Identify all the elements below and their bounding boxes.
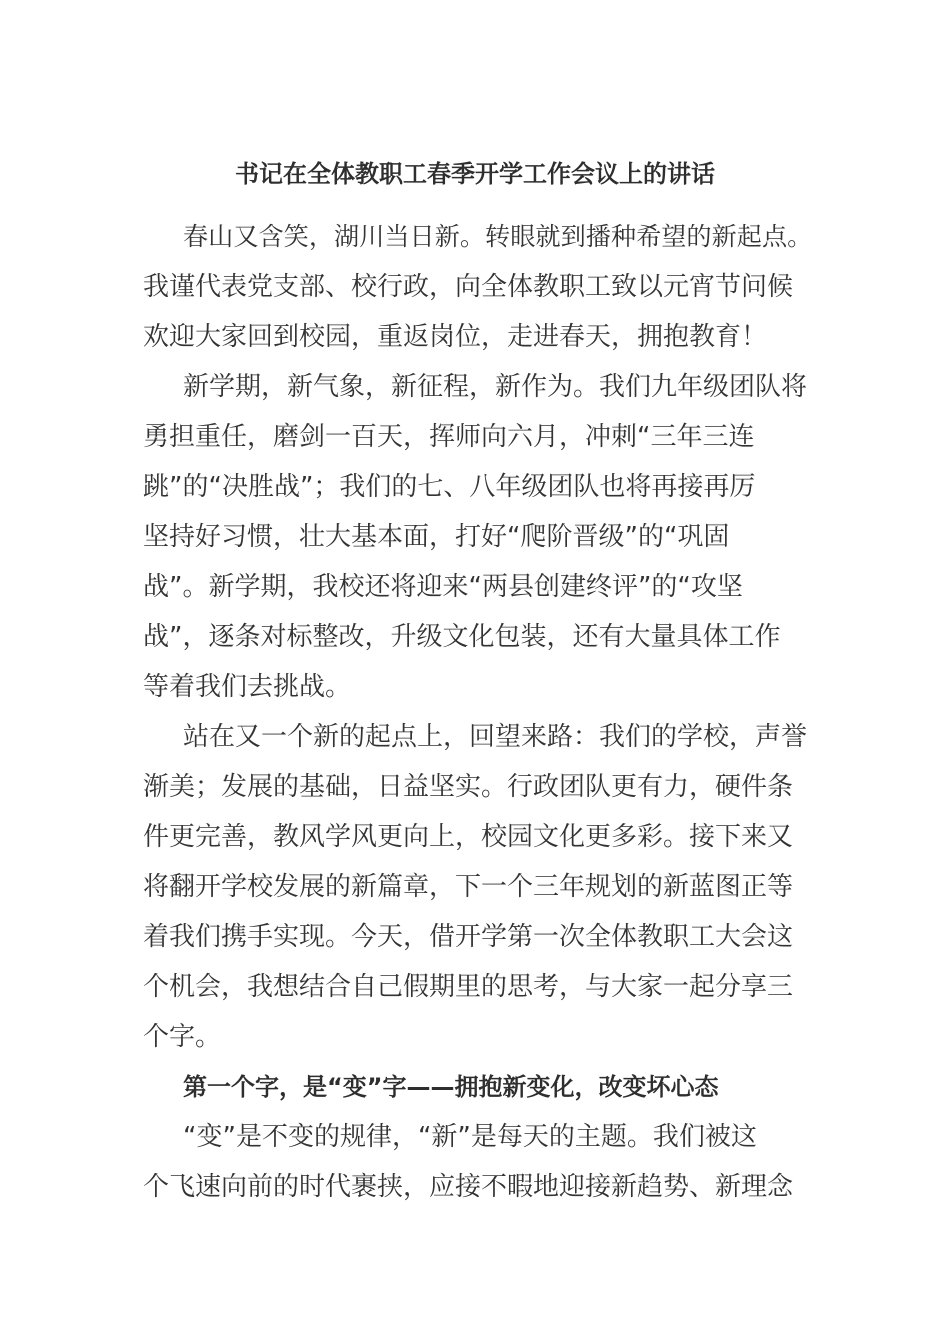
paragraph-4-line-2: 个飞速向前的时代裹挟，应接不暇地迎接新趋势、新理念 <box>143 1172 794 1202</box>
paragraph-1-line-1: 春山又含笑，湖川当日新。转眼就到播种希望的新起点。 <box>183 222 813 251</box>
paragraph-1-line-3: 欢迎大家回到校园，重返岗位，走进春天，拥抱教育！ <box>143 322 768 352</box>
paragraph-2-line-7: 等着我们去挑战。 <box>143 672 352 702</box>
paragraph-3-line-4: 将翻开学校发展的新篇章，下一个三年规划的新蓝图正等 <box>143 872 794 902</box>
paragraph-3-line-1: 站在又一个新的起点上，回望来路：我们的学校，声誉 <box>183 722 808 752</box>
paragraph-2-line-3: 跳”的“决胜战”；我们的七、八年级团队也将再接再厉 <box>143 472 756 502</box>
paragraph-3-line-2: 渐美；发展的基础，日益坚实。行政团队更有力，硬件条 <box>143 772 794 802</box>
paragraph-2-line-1: 新学期，新气象，新征程，新作为。我们九年级团队将 <box>183 372 808 402</box>
paragraph-3-line-3: 件更完善，教风学风更向上，校园文化更多彩。接下来又 <box>143 822 794 852</box>
section-heading: 第一个字，是“变”字——拥抱新变化，改变坏心态 <box>183 1073 719 1101</box>
paragraph-2-line-4: 坚持好习惯，壮大基本面，打好“爬阶晋级”的“巩固 <box>143 522 730 552</box>
paragraph-2-line-5: 战”。新学期，我校还将迎来“两县创建终评”的“攻坚 <box>143 572 743 602</box>
document-body <box>143 212 815 1212</box>
paragraph-3-line-6: 个机会，我想结合自己假期里的思考，与大家一起分享三 <box>143 972 794 1002</box>
paragraph-1-line-2: 我谨代表党支部、校行政，向全体教职工致以元宵节问候 <box>143 272 794 302</box>
paragraph-3-line-7: 个字。 <box>143 1022 222 1052</box>
paragraph-2-line-2: 勇担重任，磨剑一百天，挥师向六月，冲刺“三年三连 <box>143 422 755 452</box>
paragraph-4-line-1: “变”是不变的规律，“新”是每天的主题。我们被这 <box>183 1122 757 1152</box>
document-title: 书记在全体教职工春季开学工作会议上的讲话 <box>235 160 715 188</box>
paragraph-2-line-6: 战”，逐条对标整改，升级文化包装，还有大量具体工作 <box>143 622 781 652</box>
paragraph-3-line-5: 着我们携手实现。今天，借开学第一次全体教职工大会这 <box>143 922 794 952</box>
